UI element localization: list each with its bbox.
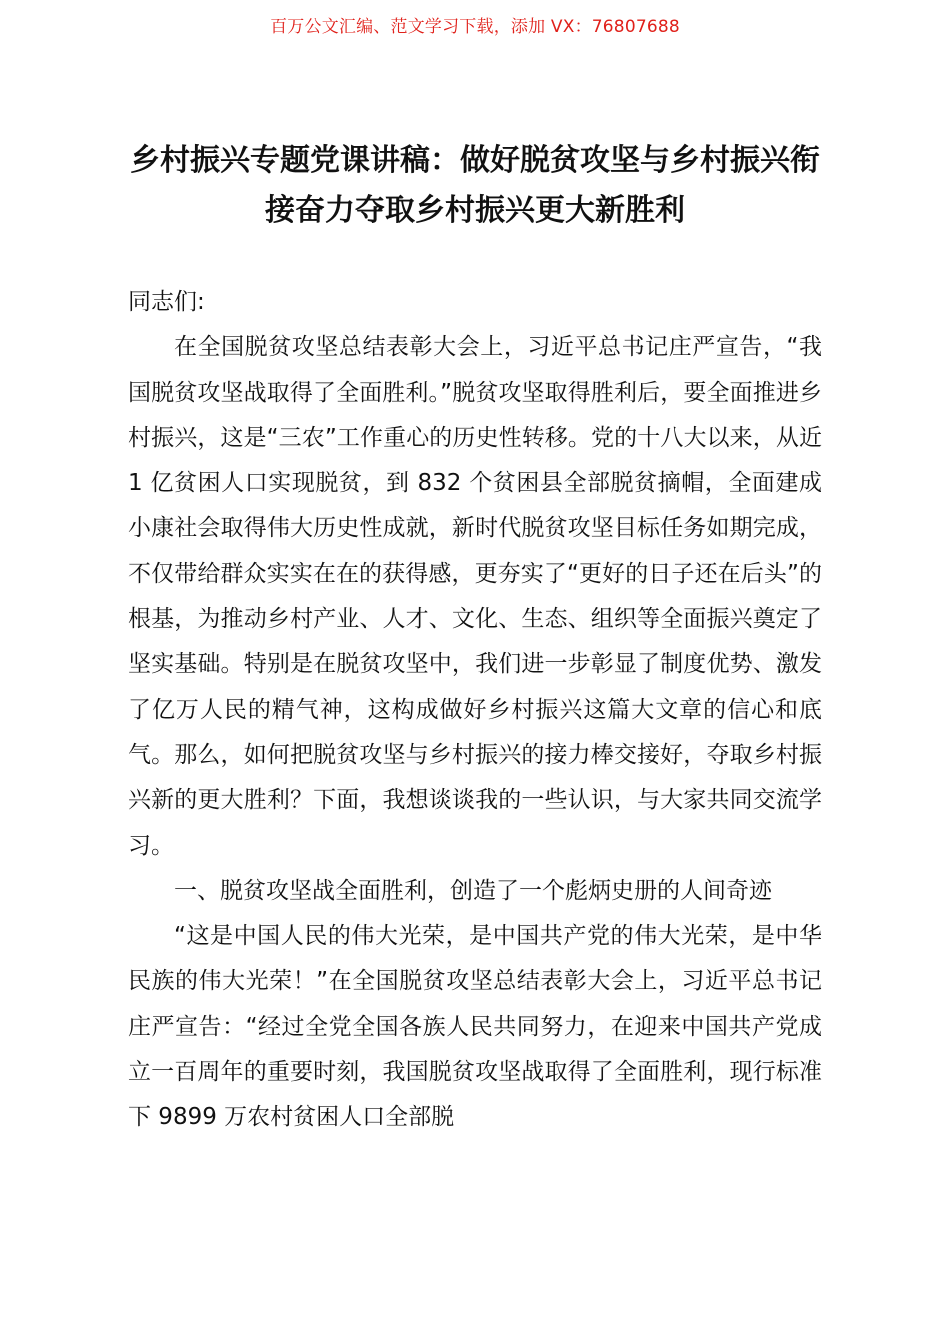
document-body: [128, 280, 822, 1141]
paragraph-intro: 在全国脱贫攻坚总结表彰大会上，习近平总书记庄严宣告，“我国脱贫攻坚战取得了全面胜利。”脱贫攻坚取得胜利后，要全面推进乡村振兴，这是“三农”工作重心的历史性转移。党的十八大以来，从近 1 亿贫困人口实现脱贫，到 832 个贫困县全部脱贫摘帽，全面建成小康社会取得伟大历史性成就，新时代脱贫攻坚目标任务如期完成，不仅带给群众实实在在的获得感，更夯实了“更好的日子还在后头”的根基，为推动乡村产业、人才、文化、生态、组织等全面振兴奠定了坚实基础。特别是在脱贫攻坚中，我们进一步彰显了制度优势、激发了亿万人民的精气神，这构成做好乡村振兴这篇大文章的信心和底气。那么，如何把脱贫攻坚与乡村振兴的接力棒交接好，夺取乡村振兴新的更大胜利？下面，我想谈谈我的一些认识，与大家共同交流学习。: [128, 334, 822, 859]
header-banner: 百万公文汇编、范文学习下载，添加 VX：76807688: [270, 17, 680, 37]
document-title: 乡村振兴专题党课讲稿：做好脱贫攻坚与乡村振兴衔接奋力夺取乡村振兴更大新胜利: [130, 143, 820, 228]
section-heading-1: 一、脱贫攻坚战全面胜利，创造了一个彪炳史册的人间奇迹: [174, 877, 772, 904]
salutation: 同志们:: [128, 289, 205, 315]
paragraph-section-1: “这是中国人民的伟大光荣，是中国共产党的伟大光荣，是中华民族的伟大光荣！”在全国脱贫攻坚总结表彰大会上，习近平总书记庄严宣告：“经过全党全国各族人民共同努力，在迎来中国共产党成立一百周年的重要时刻，我国脱贫攻坚战取得了全面胜利，现行标准下 9899 万农村贫困人口全部脱: [128, 923, 822, 1131]
